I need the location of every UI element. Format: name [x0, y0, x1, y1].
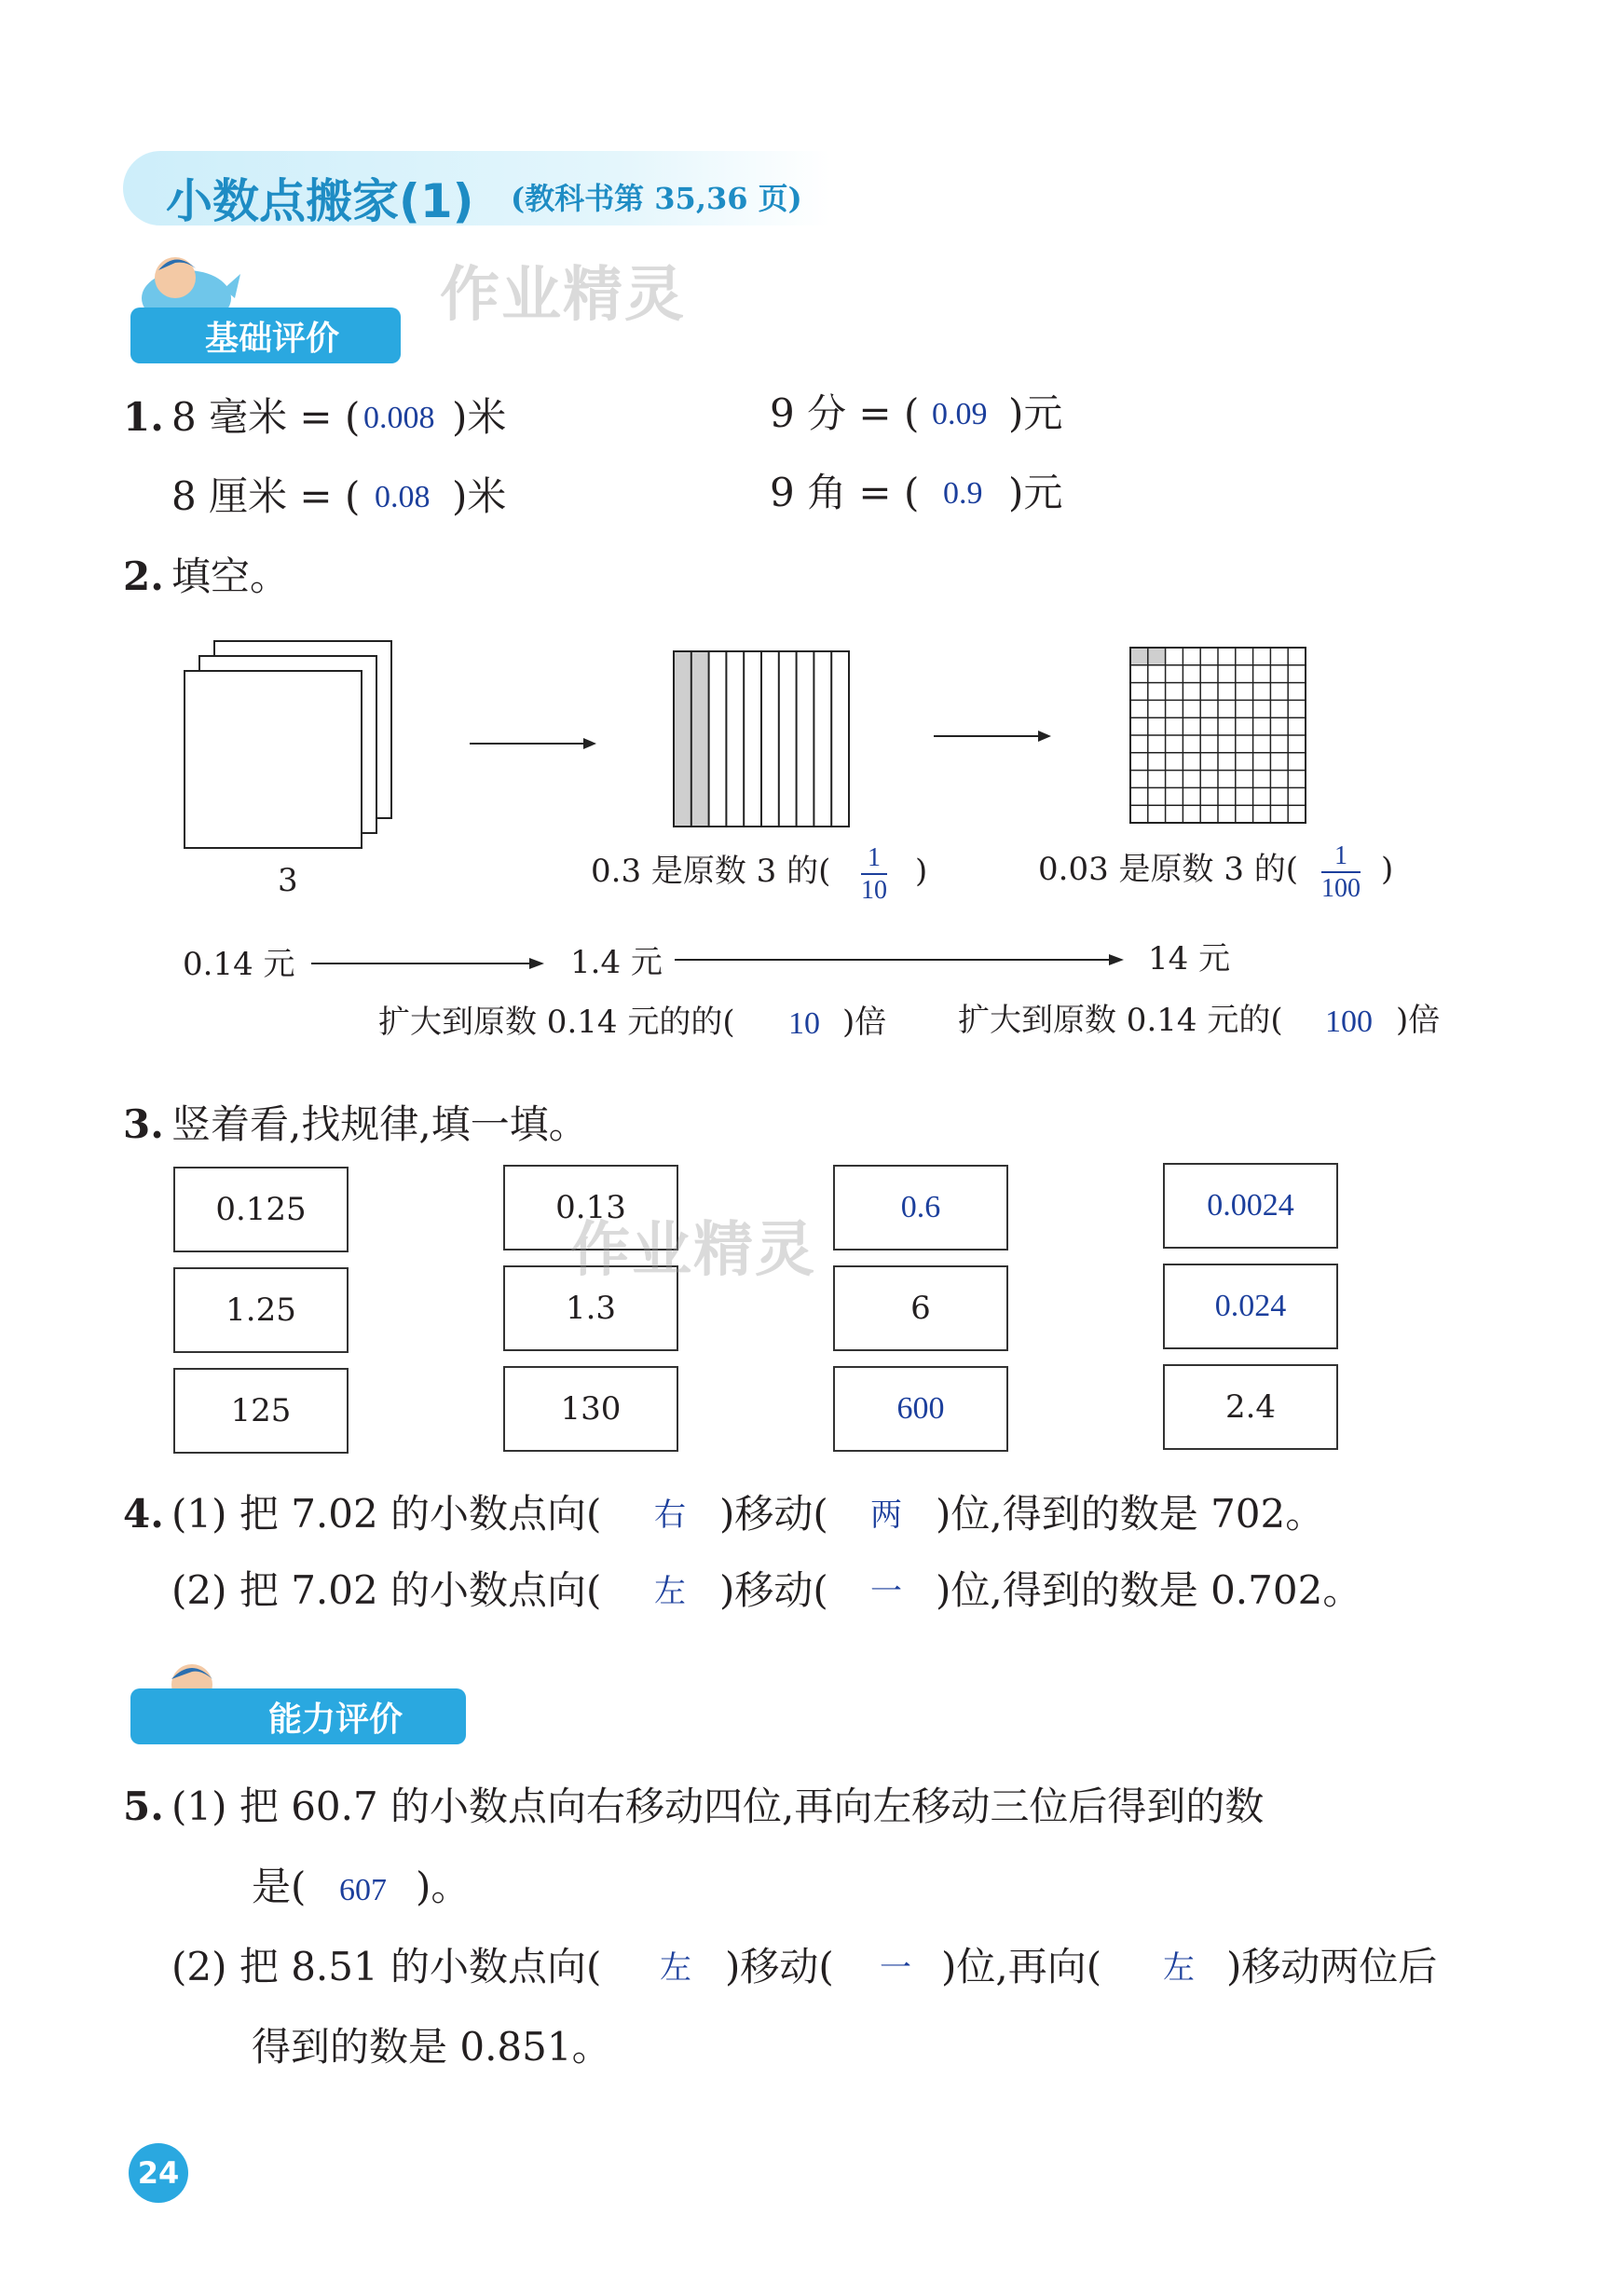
arrow-right-icon — [932, 727, 1053, 745]
pattern-cell: 0.125 — [173, 1167, 349, 1252]
expand-second-answer: 100 — [1325, 1004, 1373, 1039]
page-title: 小数点搬家(1) — [166, 174, 474, 228]
q4-p2-answer-direction: 左 — [654, 1575, 686, 1609]
watermark-top: 作业精灵 — [440, 261, 686, 330]
q1-r2-right-post: )元 — [1008, 470, 1063, 515]
q4-p2-answer-count: 一 — [870, 1575, 902, 1609]
section-ability-tag: 能力评价 — [130, 1688, 466, 1744]
q1-r1-right-answer: 0.09 — [932, 397, 988, 431]
fraction-numerator: 1 — [868, 843, 881, 872]
caption-tenth-post: ) — [915, 853, 928, 890]
q1-r2-right-pre: 9 角 = ( — [770, 470, 920, 515]
money-first: 0.14 元 — [183, 946, 295, 983]
q5-p2-answer-count: 一 — [880, 1951, 911, 1986]
pattern-cell-answer: 0.024 — [1163, 1264, 1338, 1349]
expand-second-post: )倍 — [1396, 1002, 1441, 1039]
q1-r1-left-post: )米 — [452, 394, 507, 440]
expand-second-pre: 扩大到原数 0.14 元的( — [958, 1002, 1283, 1039]
q4-p1-answer-count: 两 — [870, 1498, 902, 1533]
q5-number: 5. — [123, 1784, 164, 1829]
expand-first-post: )倍 — [842, 1004, 887, 1041]
tenths-strip-figure — [673, 650, 852, 829]
q5-p2-line2: 得到的数是 0.851。 — [252, 2024, 611, 2070]
q1-r1-right-pre: 9 分 = ( — [770, 390, 920, 436]
expand-first-pre: 扩大到原数 0.14 元的的( — [378, 1004, 735, 1041]
q3-prompt: 竖着看,找规律,填一填。 — [171, 1101, 588, 1147]
q5-p2-pre: (2) 把 8.51 的小数点向( — [171, 1944, 602, 1989]
q5-p1-line1: (1) 把 60.7 的小数点向右移动四位,再向左移动三位后得到的数 — [171, 1784, 1265, 1829]
pattern-cell: 1.25 — [173, 1267, 349, 1353]
page-subtitle: (教科书第 35,36 页) — [511, 181, 802, 216]
q4-p1-mid: )移动( — [719, 1491, 828, 1537]
pattern-cell-answer: 0.0024 — [1163, 1163, 1338, 1249]
caption-tenth-fraction — [861, 844, 887, 905]
q5-p2-mid2: )位,再向( — [941, 1944, 1102, 1989]
pattern-cell-answer: 600 — [833, 1366, 1008, 1452]
q5-p2-post: )移动两位后 — [1226, 1944, 1438, 1989]
q1-r2-right-answer: 0.9 — [943, 476, 983, 511]
expand-first-answer: 10 — [788, 1006, 820, 1041]
fraction-denominator: 10 — [861, 876, 887, 906]
page-number: 24 — [129, 2143, 188, 2203]
pattern-cell: 2.4 — [1163, 1364, 1338, 1450]
pattern-cell: 1.3 — [503, 1265, 678, 1351]
q4-p1-answer-direction: 右 — [654, 1498, 686, 1533]
arrow-right-icon — [468, 734, 598, 753]
q5-p2-mid1: )移动( — [725, 1944, 834, 1989]
q5-p2-answer-direction1: 左 — [660, 1951, 691, 1986]
q2-prompt: 填空。 — [171, 554, 290, 599]
caption-hundredth-post: ) — [1381, 851, 1394, 888]
stacked-squares-figure — [177, 634, 401, 857]
q4-p1-post: )位,得到的数是 702。 — [936, 1491, 1325, 1537]
fraction-numerator: 1 — [1334, 841, 1347, 870]
label-three: 3 — [278, 862, 298, 899]
money-second: 1.4 元 — [570, 944, 663, 981]
q1-r2-left-pre: 8 厘米 = ( — [171, 473, 361, 519]
arrow-right-icon — [309, 954, 546, 973]
q1-r2-left-post: )米 — [452, 473, 507, 519]
q5-p1-line2-pre: 是( — [252, 1864, 307, 1909]
q2-number: 2. — [123, 554, 164, 599]
section-basic-tag: 基础评价 — [130, 308, 401, 363]
pattern-cell: 0.13 — [503, 1165, 678, 1250]
hundredths-grid-figure — [1129, 647, 1308, 826]
pattern-cell: 130 — [503, 1366, 678, 1452]
q4-p1-pre: (1) 把 7.02 的小数点向( — [171, 1491, 602, 1537]
money-third: 14 元 — [1148, 940, 1231, 977]
q5-p1-answer: 607 — [339, 1873, 387, 1907]
q5-p1-line2-post: )。 — [416, 1864, 471, 1909]
q1-r1-left-pre: 8 毫米 = ( — [171, 394, 361, 440]
pattern-cell: 6 — [833, 1265, 1008, 1351]
caption-hundredth-fraction — [1321, 842, 1361, 903]
q1-number: 1. — [123, 394, 164, 440]
q1-r1-right-post: )元 — [1008, 390, 1063, 436]
q1-r1-left-answer: 0.008 — [363, 401, 435, 435]
q4-number: 4. — [123, 1491, 164, 1537]
q4-p2-pre: (2) 把 7.02 的小数点向( — [171, 1567, 602, 1613]
q5-p2-answer-direction2: 左 — [1163, 1951, 1195, 1986]
q1-r2-left-answer: 0.08 — [375, 480, 431, 514]
pattern-cell-answer: 0.6 — [833, 1165, 1008, 1250]
pattern-cell: 125 — [173, 1368, 349, 1454]
fraction-denominator: 100 — [1321, 874, 1361, 904]
watermark-middle: 作业精灵 — [570, 1216, 816, 1285]
caption-hundredth-pre: 0.03 是原数 3 的( — [1038, 851, 1299, 888]
arrow-right-icon — [673, 950, 1126, 969]
fraction-bar — [1321, 871, 1361, 873]
caption-tenth-pre: 0.3 是原数 3 的( — [591, 853, 831, 890]
q3-number: 3. — [123, 1101, 164, 1147]
q4-p2-post: )位,得到的数是 0.702。 — [936, 1567, 1362, 1613]
q4-p2-mid: )移动( — [719, 1567, 828, 1613]
fraction-bar — [861, 873, 887, 875]
